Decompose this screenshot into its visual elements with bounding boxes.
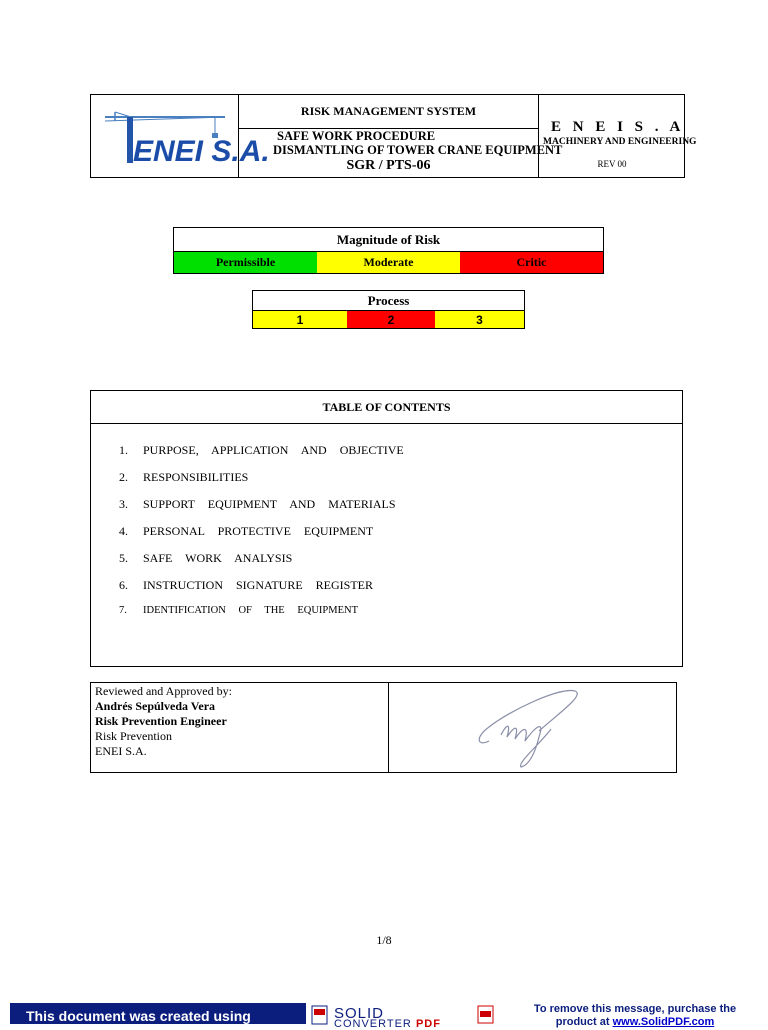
- purchase-line-2: [505, 1016, 765, 1029]
- risk-level-label: Permissible: [215, 255, 276, 269]
- toc-item-text: INSTRUCTION SIGNATURE REGISTER: [143, 578, 373, 592]
- approver-company: ENEI S.A.: [95, 744, 147, 758]
- process-title: Process: [253, 291, 524, 311]
- procedure-title: DISMANTLING OF TOWER CRANE EQUIPMENT: [273, 143, 563, 157]
- toc-item-number: 1.: [119, 443, 128, 457]
- toc-item[interactable]: [119, 497, 404, 524]
- risk-level-moderate: [317, 252, 460, 273]
- approver-department: Risk Prevention: [95, 729, 172, 743]
- toc-item[interactable]: [119, 443, 404, 470]
- header-title-cell: [239, 95, 563, 177]
- logo-letters: ENEI S.A.: [133, 135, 270, 168]
- document-header: [90, 94, 697, 178]
- system-title: RISK MANAGEMENT SYSTEM: [239, 95, 538, 129]
- toc-title: TABLE OF CONTENTS: [91, 391, 682, 424]
- brand-solid: SOLID: [334, 1005, 385, 1022]
- process-step-label: 2: [387, 312, 395, 327]
- risk-level-permissible: [174, 252, 317, 273]
- brand-converter: [334, 1018, 441, 1030]
- pdf-document-icon: [310, 1005, 330, 1024]
- brand-pdf-text: PDF: [415, 1018, 441, 1030]
- banner-message: This document was created using: [10, 1003, 306, 1024]
- table-of-contents: [90, 390, 683, 667]
- process-step-label: 1: [296, 312, 304, 327]
- risk-title: Magnitude of Risk: [174, 228, 603, 252]
- toc-item-text: RESPONSIBILITIES: [143, 470, 249, 484]
- process-step-label: 3: [476, 312, 483, 327]
- approver-name: Andrés Sepúlveda Vera: [95, 699, 216, 713]
- process-step-3: [435, 311, 524, 328]
- toc-item[interactable]: [119, 605, 404, 632]
- toc-item-text: SAFE WORK ANALYSIS: [143, 551, 293, 565]
- logo-cell: [91, 95, 270, 177]
- approver-role: Risk Prevention Engineer: [95, 714, 227, 728]
- toc-item[interactable]: [119, 524, 404, 551]
- toc-item[interactable]: [119, 578, 404, 605]
- risk-level-label: Moderate: [363, 255, 414, 269]
- toc-item-number: 2.: [119, 470, 128, 484]
- toc-item-text: PURPOSE, APPLICATION AND OBJECTIVE: [143, 443, 404, 457]
- pdf-badge-icon: [476, 1005, 496, 1024]
- toc-item-number: 5.: [119, 551, 128, 565]
- revision: REV 00: [597, 159, 627, 169]
- toc-item-number: 3.: [119, 497, 128, 511]
- solidpdf-link[interactable]: www.SolidPDF.com: [612, 1016, 715, 1028]
- approval-table: [90, 682, 677, 773]
- toc-item-text: SUPPORT EQUIPMENT AND MATERIALS: [143, 497, 396, 511]
- process-table: [252, 290, 525, 329]
- signature: [389, 683, 676, 772]
- purchase-line-2-prefix: product at: [555, 1016, 613, 1028]
- toc-item-number: 7.: [119, 605, 127, 616]
- toc-item[interactable]: [119, 551, 404, 578]
- solid-converter-logo[interactable]: [310, 1005, 500, 1030]
- process-step-2: [347, 311, 435, 328]
- procedure-label: SAFE WORK PROCEDURE: [277, 129, 436, 143]
- approval-details: [91, 683, 389, 772]
- brand-converter-text: CONVERTER: [334, 1018, 412, 1030]
- toc-list: [119, 443, 404, 632]
- page-number: 1/8: [376, 933, 392, 947]
- purchase-message: [505, 1003, 765, 1029]
- toc-item[interactable]: [119, 470, 404, 497]
- purchase-line-1: To remove this message, purchase the: [533, 1003, 737, 1015]
- company-logo: [91, 95, 270, 177]
- risk-level-critic: [460, 252, 603, 273]
- toc-item-number: 4.: [119, 524, 128, 538]
- watermark-banner: [0, 1003, 768, 1030]
- company-cell: [539, 95, 697, 177]
- risk-magnitude-table: [173, 227, 604, 274]
- procedure-code: SGR / PTS-06: [346, 158, 431, 173]
- company-name: E N E I S . A: [551, 119, 685, 135]
- approval-label: Reviewed and Approved by:: [95, 684, 232, 698]
- risk-level-label: Critic: [516, 255, 547, 269]
- toc-item-number: 6.: [119, 578, 128, 592]
- toc-item-text: PERSONAL PROTECTIVE EQUIPMENT: [143, 524, 374, 538]
- signature-cell: [389, 683, 676, 772]
- toc-item-text: IDENTIFICATION OF THE EQUIPMENT: [143, 605, 359, 616]
- company-subtitle: MACHINERY AND ENGINEERING: [543, 137, 697, 147]
- process-step-1: [253, 311, 347, 328]
